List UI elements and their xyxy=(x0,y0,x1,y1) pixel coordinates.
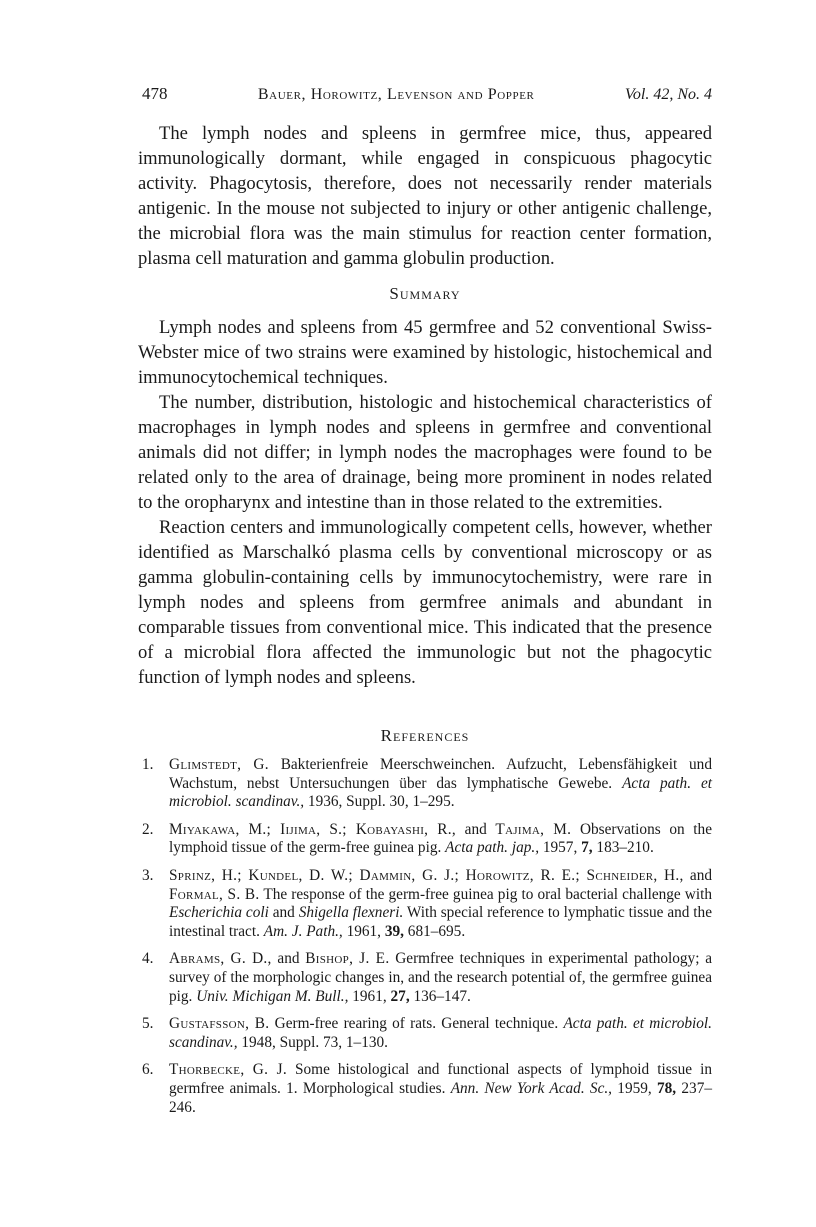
reference-volume: 27, xyxy=(390,987,410,1005)
references-heading: References xyxy=(380,726,470,745)
intro-paragraph: The lymph nodes and spleens in germfree mice, thus, appeared immunologically dormant, while engaged in conspicuous phagocytic activity. Phagocytosis, therefore, does not necessarily render materials antigenic. In the mouse not subjected to injury or other antigenic challenge, the microbial flora was the main stimulus for reaction center formation, plasma cell maturation and gamma globulin production. xyxy=(138,123,712,269)
reference-authors: Glimstedt, G. xyxy=(169,756,269,773)
reference-authors: Abrams, G. D., xyxy=(169,950,272,968)
reference-segment: 1936, Suppl. 30, 1–295. xyxy=(304,793,455,811)
reference-segment: and xyxy=(456,820,496,838)
summary-paragraph-1: Lymph nodes and spleens from 45 germfree and 52 conventional Swiss-Webster mice of two strains were examined by histologic, histochemical and immunocytochemical techniques. xyxy=(138,317,712,388)
reference-text xyxy=(169,1061,712,1117)
reference-segment: 183–210. xyxy=(592,839,654,857)
summary-paragraph-3: Reaction centers and immunologically competent cells, however, whether identified as Marschalkó plasma cells by conventional microscopy or as gamma globulin-containing cells by immunocytochemistry, were rare in lymph nodes and spleens from germfree animals and abundant in comparable tissues from conventional mice. This indicated that the presence of a microbial flora affected the immunologic but not the phagocytic function of lymph nodes and spleens. xyxy=(138,517,712,688)
reference-authors: Miyakawa, M.; Iijima, S.; Kobayashi, R., xyxy=(169,820,457,838)
reference-number: 5. xyxy=(142,1015,154,1033)
reference-segment: Observations on the lymphoid tissue of the germ-free guinea pig. xyxy=(169,820,712,857)
journal-page xyxy=(138,84,712,1126)
reference-segment: Bakterienfreie Meerschweinchen. Aufzucht, Lebensfähigkeit und Wachstum, nebst Untersuchungen über das lymphatische Gewebe. xyxy=(169,756,712,792)
reference-segment: and xyxy=(271,950,306,968)
reference-journal: Acta path. jap., xyxy=(445,839,540,857)
reference-number: 3. xyxy=(142,866,154,884)
reference-item xyxy=(138,1061,712,1117)
reference-number: 4. xyxy=(142,950,154,968)
reference-text xyxy=(169,756,712,812)
reference-authors: Formal, S. B. xyxy=(169,885,260,903)
reference-journal: Acta path. et microbiol. scandinav., xyxy=(169,1015,712,1051)
running-title: Bauer, Horowitz, Levenson and Popper xyxy=(257,86,535,103)
reference-number: 6. xyxy=(142,1061,154,1079)
reference-authors: Thorbecke, G. J. xyxy=(169,1061,287,1079)
reference-journal: Ann. New York Acad. Sc., xyxy=(450,1079,613,1097)
reference-authors: Sprinz, H.; Kundel, D. W.; Dammin, G. J.; Horowitz, R. E.; Schneider, H., xyxy=(169,866,684,884)
volume-issue: Vol. 42, No. 4 xyxy=(624,86,712,103)
reference-segment: 1957, xyxy=(539,839,582,857)
reference-journal: Am. J. Path., xyxy=(263,922,343,940)
reference-item xyxy=(138,867,712,941)
reference-segment: and xyxy=(268,904,299,922)
reference-segment: Some histological and functional aspects of lymphoid tissue in germfree animals. 1. Morphological studies. xyxy=(169,1061,712,1097)
reference-segment: Germ-free rearing of rats. General technique. xyxy=(269,1015,564,1033)
reference-text xyxy=(169,821,712,858)
reference-segment: 1959, xyxy=(612,1079,657,1097)
reference-volume: 7, xyxy=(581,839,593,857)
reference-item xyxy=(138,950,712,1006)
reference-segment: 681–695. xyxy=(403,922,466,940)
reference-authors: Gustafsson, B. xyxy=(169,1015,270,1033)
reference-number: 1. xyxy=(142,756,154,773)
reference-list xyxy=(138,756,712,1117)
running-header xyxy=(142,84,712,110)
reference-journal: Univ. Michigan M. Bull., xyxy=(196,987,349,1005)
reference-volume: 39, xyxy=(384,922,404,940)
reference-authors: Bishop, J. E. xyxy=(305,950,390,968)
reference-number: 2. xyxy=(142,820,154,838)
reference-journal: Shigella flexneri. xyxy=(298,904,404,922)
reference-journal: Acta path. et microbiol. scandinav., xyxy=(169,774,712,811)
summary-heading: Summary xyxy=(389,284,461,303)
reference-volume: 78, xyxy=(657,1079,677,1097)
reference-segment: 136–147. xyxy=(409,987,471,1005)
page-number: 478 xyxy=(142,84,168,103)
reference-item xyxy=(138,1015,712,1052)
reference-segment: The response of the germ-free guinea pig to oral bacterial challenge with xyxy=(259,885,712,903)
reference-item xyxy=(138,821,712,858)
reference-text xyxy=(169,950,712,1006)
reference-segment: With special reference to lymphatic tissue and the intestinal tract. xyxy=(169,904,712,940)
reference-segment: 1961, xyxy=(342,922,385,940)
reference-text xyxy=(169,1015,712,1052)
reference-segment: and xyxy=(683,866,712,884)
body-text xyxy=(138,121,712,690)
reference-segment: Germfree techniques in experimental pathology; a survey of the morphologic changes in, and the research potential of, the germfree guinea pig. xyxy=(169,950,712,1005)
reference-segment: 1948, Suppl. 73, 1–130. xyxy=(237,1033,388,1051)
reference-item xyxy=(138,756,712,812)
summary-paragraph-2: The number, distribution, histologic and histochemical characteristics of macrophages in lymph nodes and spleens in germfree and conventional animals did not differ; in lymph nodes the macrophages were found to be related only to the area of drainage, being more prominent in nodes related to the oropharynx and intestine than in those related to the extremities. xyxy=(138,392,712,513)
reference-segment: 1961, xyxy=(348,987,391,1005)
reference-authors: Tajima, M. xyxy=(495,820,572,838)
reference-segment: 237–246. xyxy=(169,1079,712,1116)
reference-text xyxy=(169,867,712,941)
reference-journal: Escherichia coli xyxy=(169,904,269,922)
